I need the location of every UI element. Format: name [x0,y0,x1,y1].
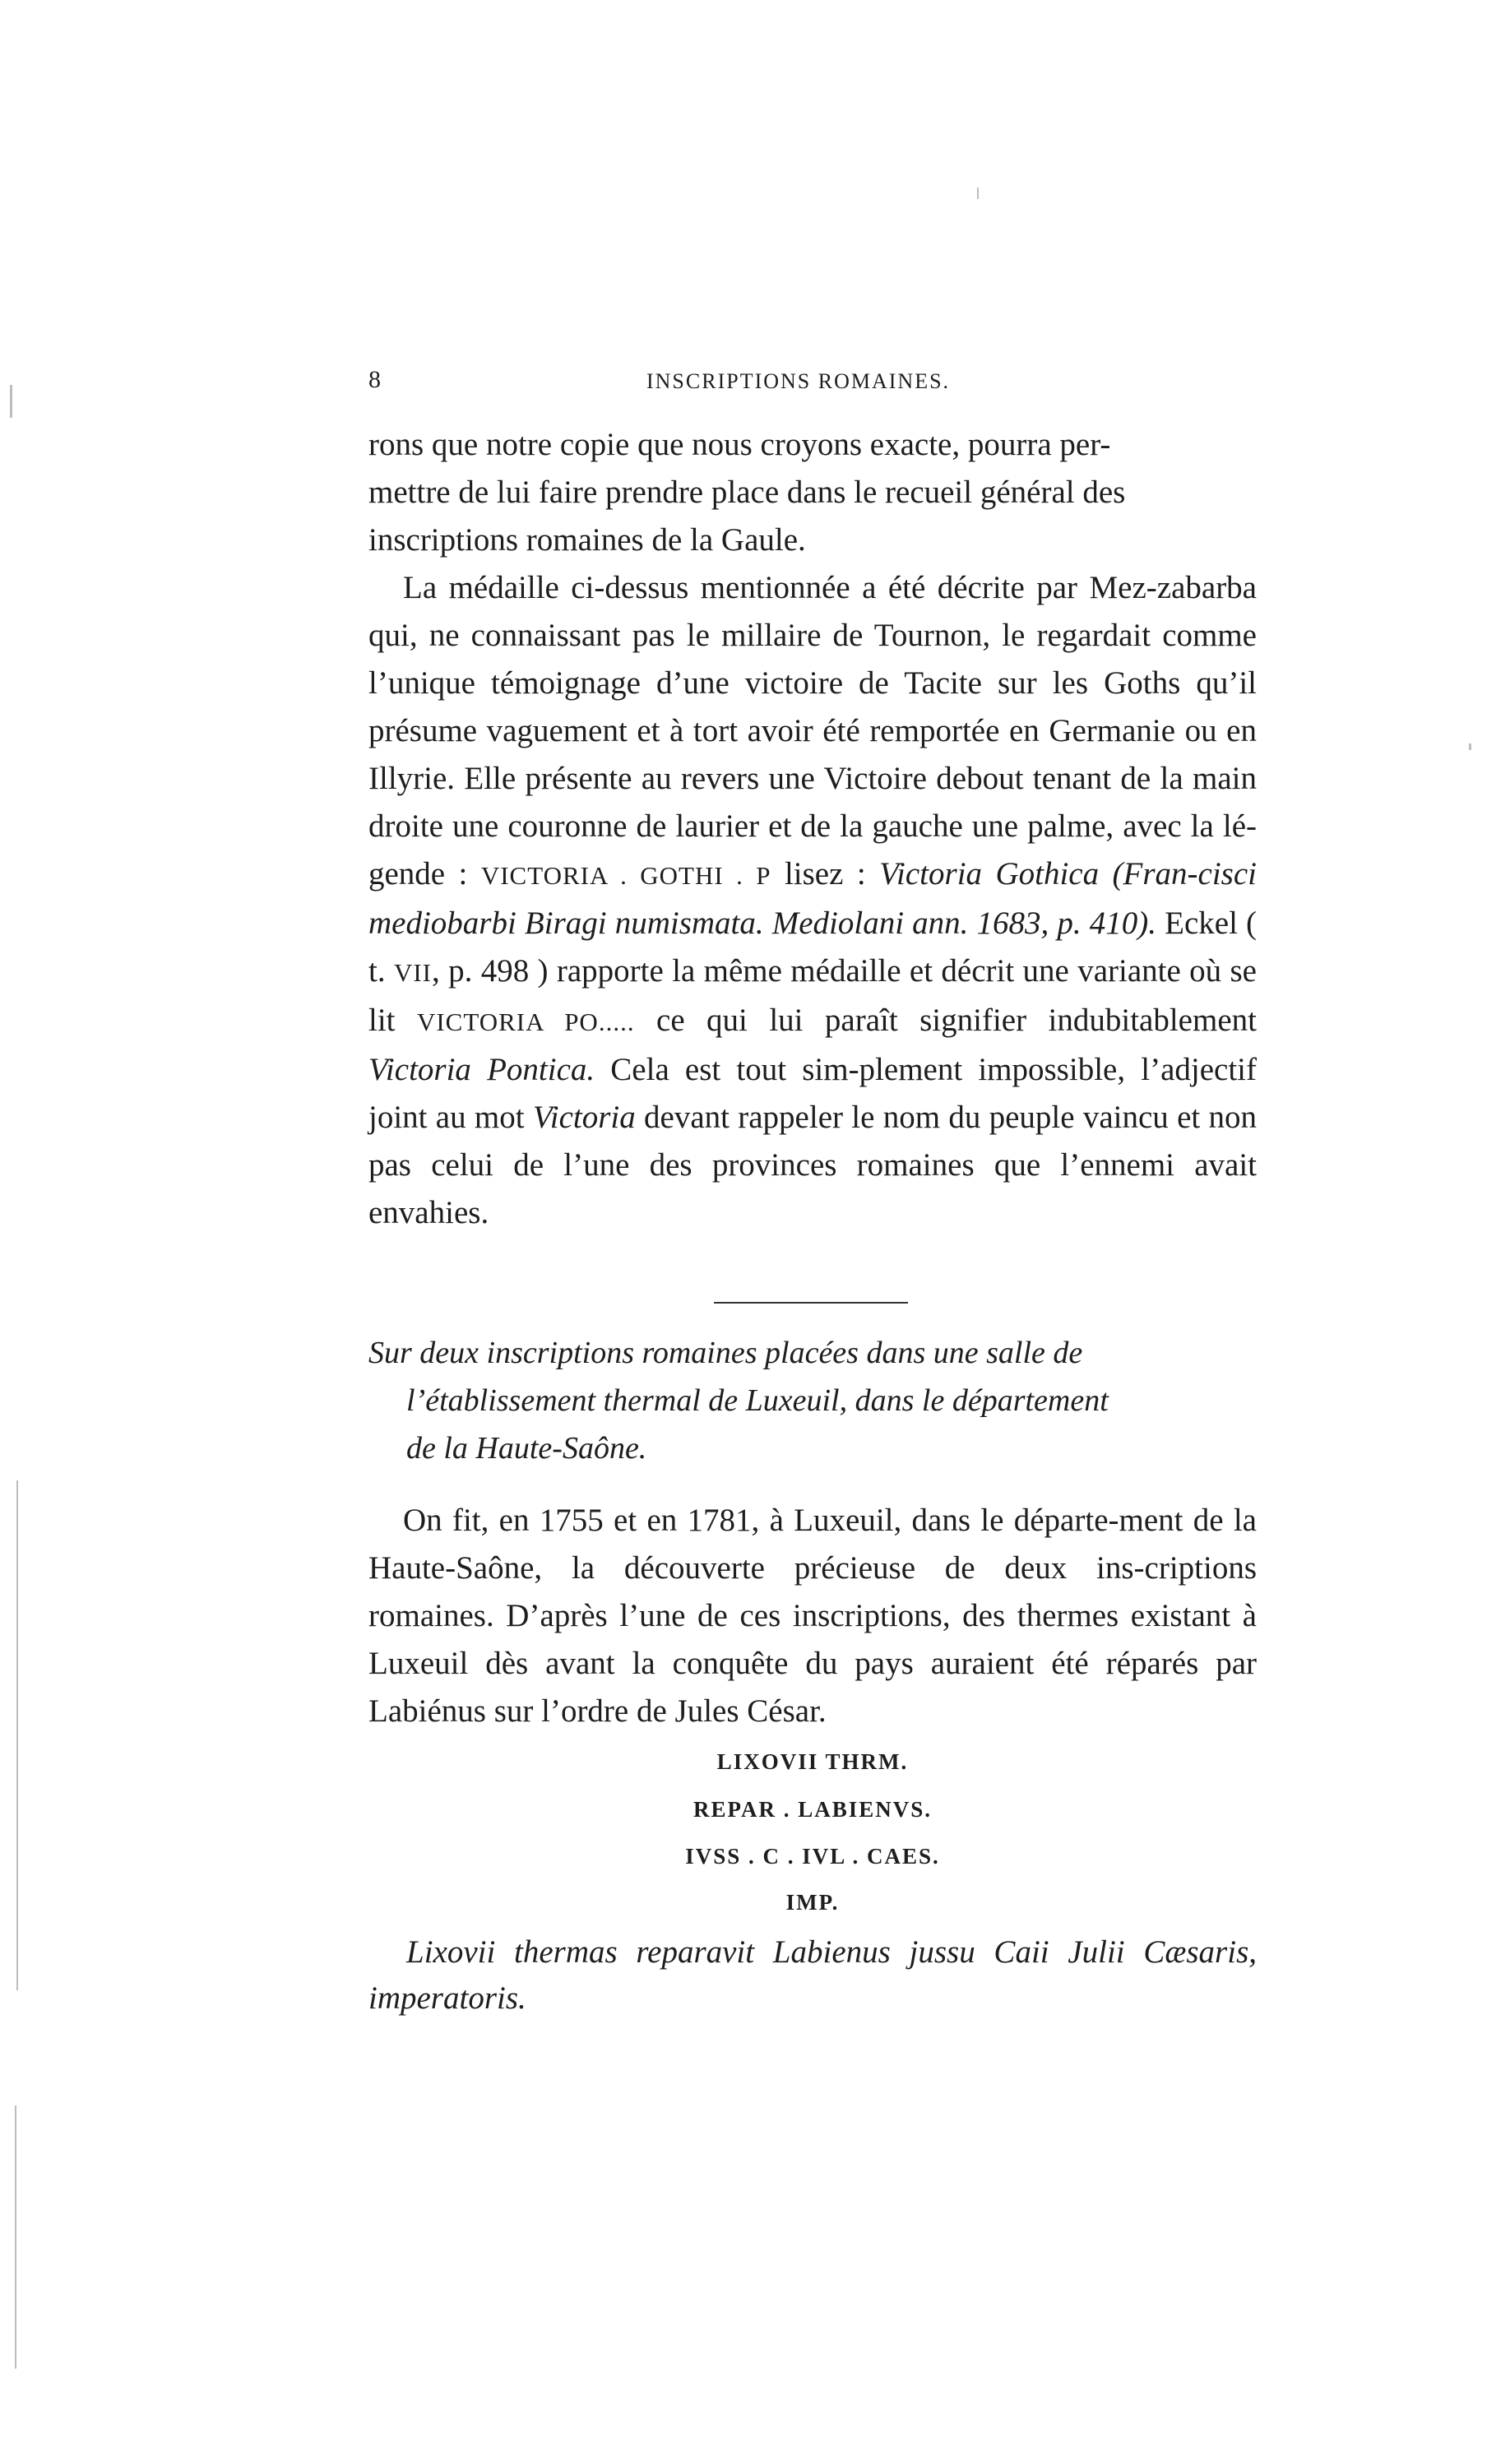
italic-term: Victoria [532,1100,636,1135]
text-run: Eckel ( t. [368,905,1258,989]
paragraph-luxeuil [368,1497,1257,1735]
section-title [368,1329,1257,1472]
roman-numeral: VII [393,958,432,987]
paragraph-medal-description [368,564,1257,1237]
text-run: devant rappeler le nom du peuple vaincu et non pas celui de l’une des provinces romaines que l’ennemi avait envahies. [368,1100,1257,1230]
section-title-line: l’établissement thermal de Luxeuil, dans le département [406,1383,1109,1418]
text-run: Cela est tout sim-plement impossible, l’adjectif joint au mot [368,1052,1257,1135]
paragraph-continuation [368,421,1257,564]
inscription-line: LIXOVII THRM. [716,1749,909,1774]
inscription-line: IMP. [785,1890,840,1915]
section-title-line: Sur deux inscriptions romaines placées dans une salle de [368,1336,1083,1370]
italic-term: Victoria Pontica. [368,1052,595,1087]
text-run: La médaille ci-dessus mentionnée a été décrite par Mez-zabarba qui, ne connaissant pas le millaire de Tournon, le regardait comme l’unique témoignage d’une victoire de Tacite sur les Goths qu’il présume vaguement et à tort avoir été remportée en Germanie ou en Illyrie. Elle présente au revers une Victoire debout tenant de la main droite une couronne de laurier et de la gauche une palme, avec la lé-gende : [368,570,1257,892]
text-run: lisez : [771,856,880,892]
text-run: , p. 498 ) rapporte la même médaille et décrit une variante où se lit [368,953,1257,1038]
inscription-line: IVSS . C . IVL . CAES. [685,1844,940,1869]
text-line: inscriptions romaines de la Gaule. [368,522,806,558]
running-head: INSCRIPTIONS ROMAINES. [646,369,951,393]
scan-mark [977,188,979,199]
legend-text: VICTORIA PO..... [416,1007,635,1036]
inscription-translation [368,1929,1257,2022]
text-run: ce qui lui paraît signifier indubitablement [634,1003,1257,1038]
page-number: 8 [368,366,382,393]
italic-citation: Victoria Gothica (Fran-cisci mediobarbi Biragi numismata. Mediolani ann. 1683, p. 410). [368,856,1257,941]
scan-mark [10,385,12,418]
text-line: rons que notre copie que nous croyons exacte, pourra per- [368,427,1111,462]
page-header [368,366,1257,407]
paragraph-body: On fit, en 1755 et en 1781, à Luxeuil, dans le départe-ment de la Haute-Saône, la découverte précieuse de deux ins-criptions romaines. D’après l’une de ces inscriptions, des thermes existant à Luxeuil dès avant la conquête du pays auraient été réparés par Labiénus sur l’ordre de Jules César. [368,1503,1257,1729]
translation-text: Lixovii thermas reparavit Labienus jussu Caii Julii Cæsaris, imperatoris. [368,1934,1257,2016]
inscription-line: REPAR . LABIENVS. [692,1797,933,1822]
section-title-line: de la Haute-Saône. [406,1431,647,1466]
scan-mark [1469,743,1471,750]
paragraph-body [368,564,1257,1237]
text-line: mettre de lui faire prendre place dans le recueil général des [368,475,1126,510]
scan-mark [15,2105,16,2369]
scan-mark [16,1480,18,1990]
section-divider [714,1302,908,1304]
legend-text: VICTORIA . GOTHI . P [480,861,771,890]
